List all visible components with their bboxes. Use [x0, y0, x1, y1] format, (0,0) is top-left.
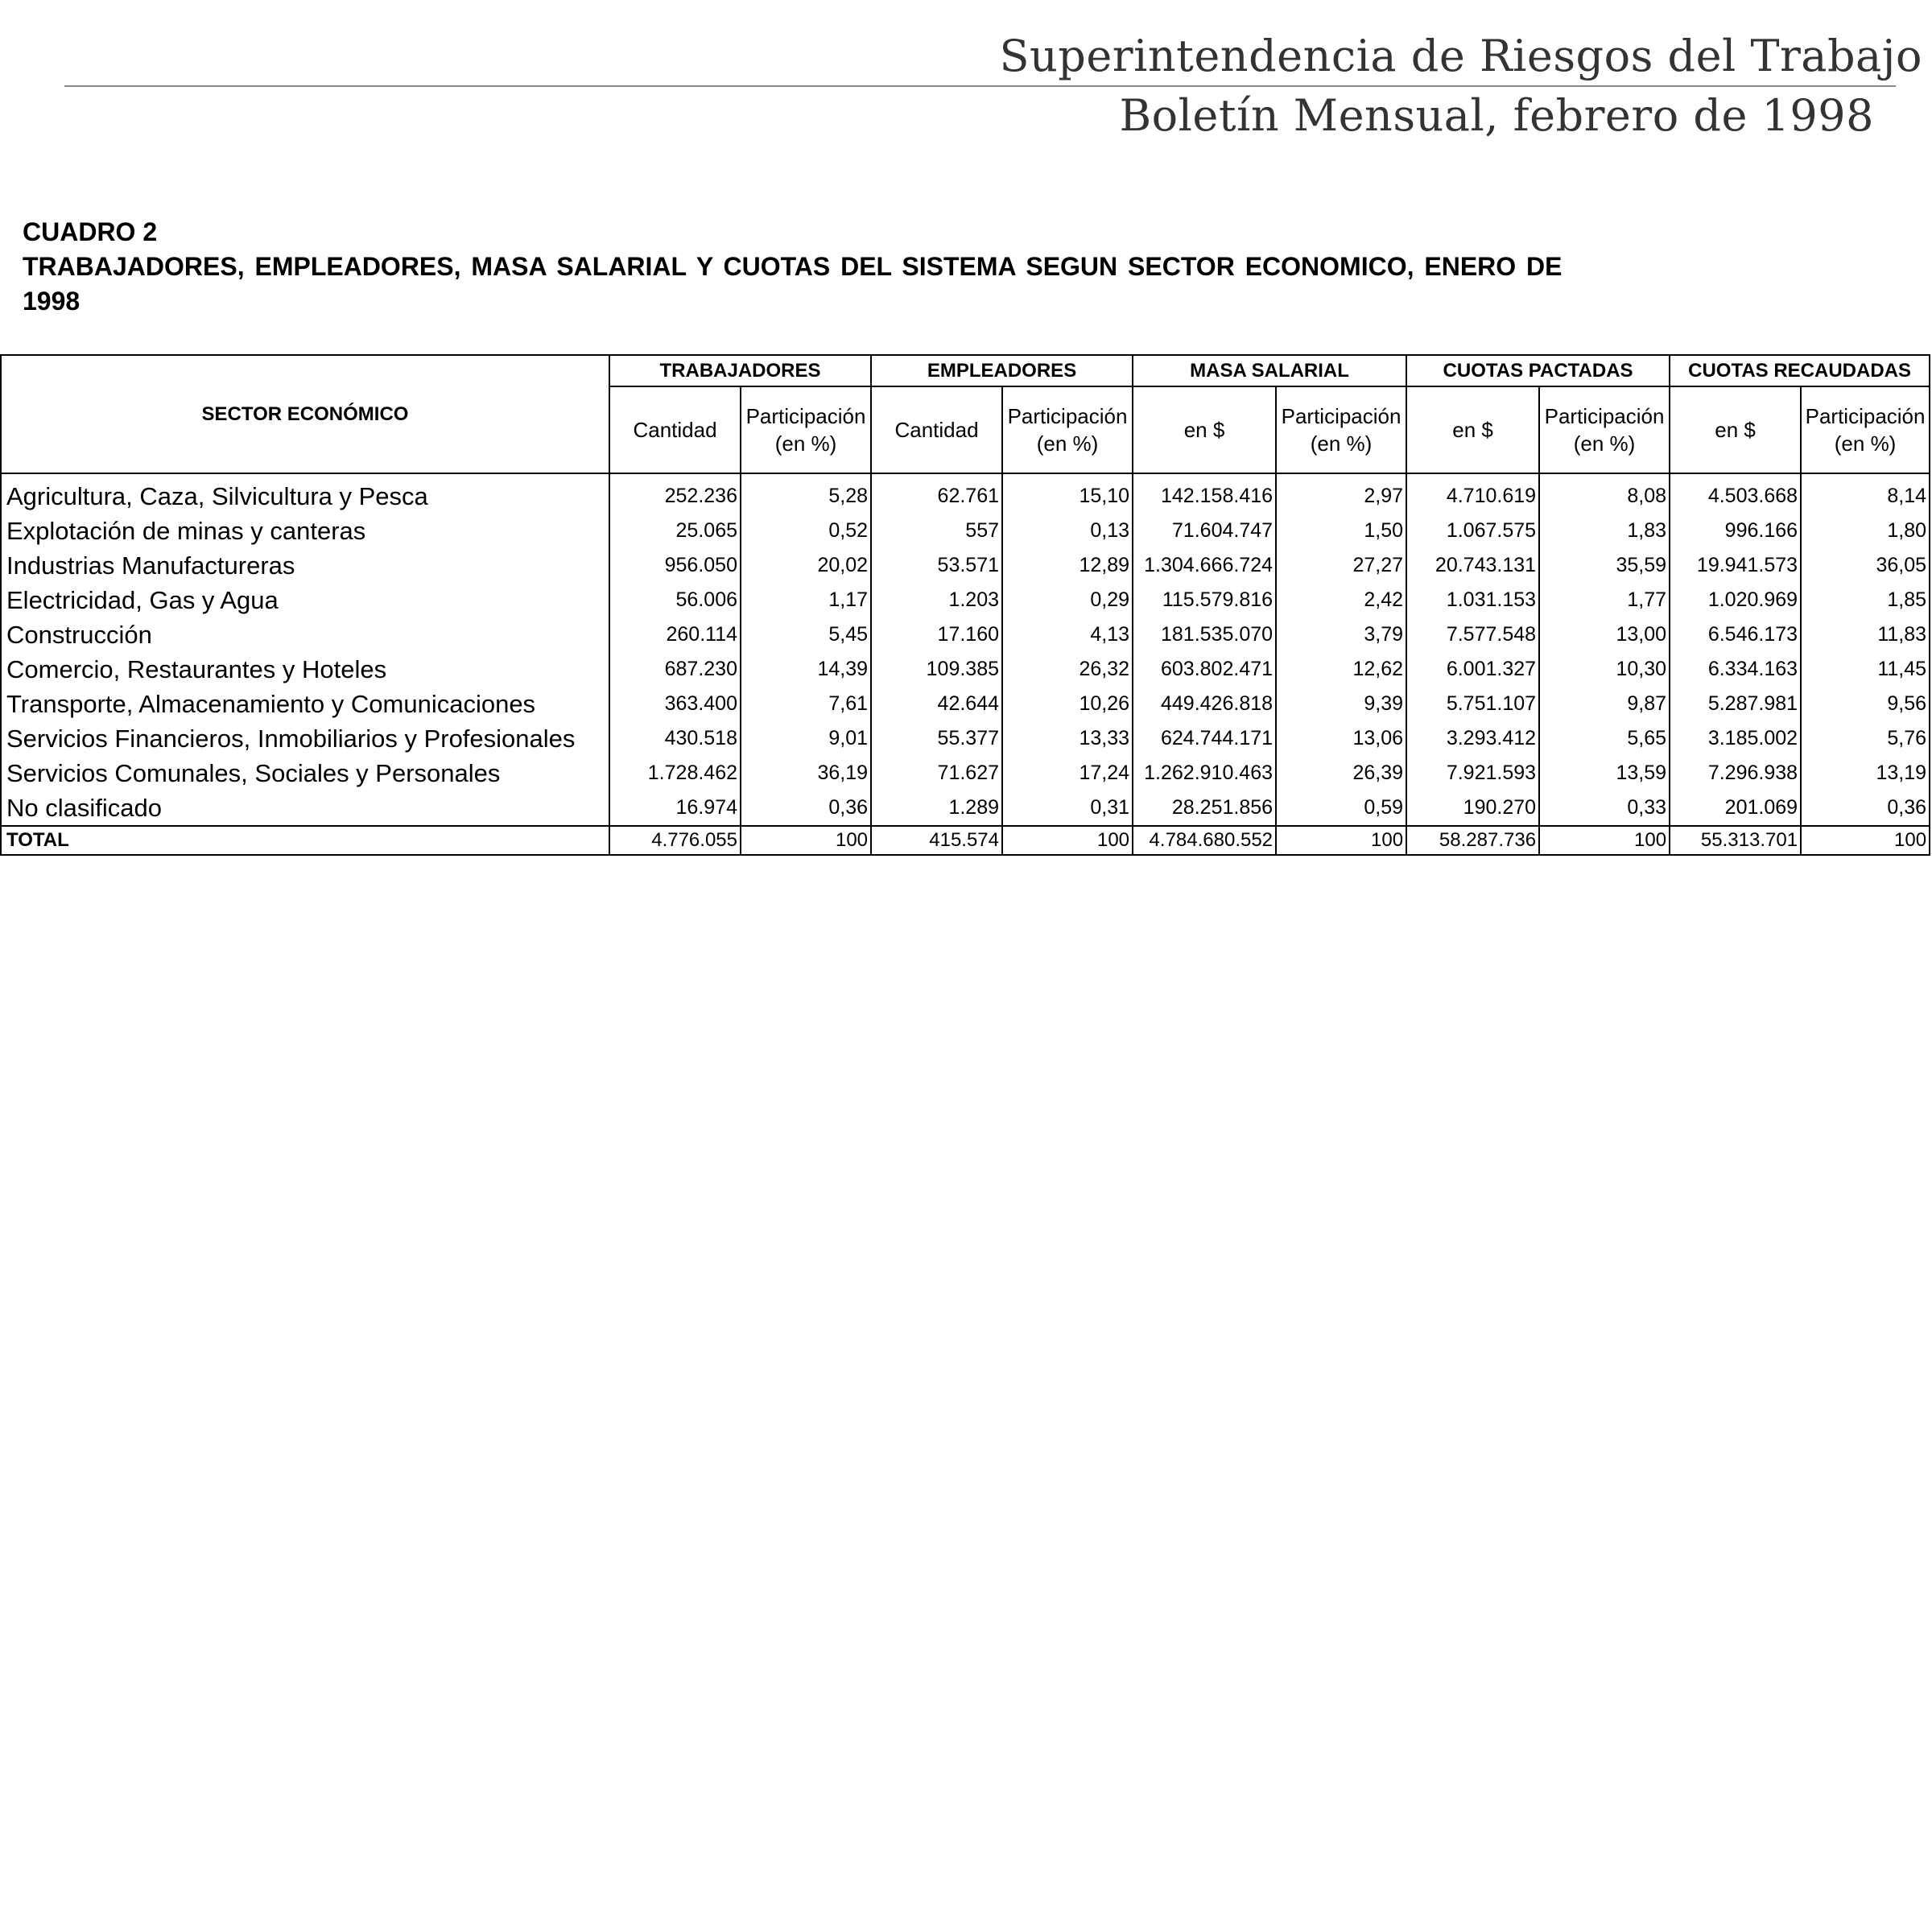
value-cell: 0,31: [1002, 791, 1133, 826]
value-cell: 2,42: [1276, 583, 1406, 617]
value-cell: 13,19: [1801, 756, 1930, 791]
sector-name-cell: No clasificado: [1, 791, 609, 826]
value-cell: 56.006: [609, 583, 741, 617]
value-cell: 5,65: [1539, 721, 1670, 756]
subheader-participacion: [1539, 386, 1670, 473]
value-cell: 1,83: [1539, 514, 1670, 548]
subheader-participacion: [1276, 386, 1406, 473]
group-header: TRABAJADORES: [609, 355, 871, 386]
value-cell: 25.065: [609, 514, 741, 548]
value-cell: 71.604.747: [1133, 514, 1276, 548]
value-cell: 0,33: [1539, 791, 1670, 826]
value-cell: 11,83: [1801, 617, 1930, 652]
table-row: [1, 652, 1930, 687]
value-cell: 1,85: [1801, 583, 1930, 617]
header-org: Superintendencia de Riesgos del Trabajo: [999, 31, 1922, 81]
value-cell: 100: [1276, 826, 1406, 855]
value-cell: 557: [871, 514, 1002, 548]
value-cell: 996.166: [1670, 514, 1801, 548]
sector-name-cell: Explotación de minas y canteras: [1, 514, 609, 548]
value-cell: 20,02: [741, 548, 871, 583]
table-row: [1, 473, 1930, 514]
sector-name-cell: Comercio, Restaurantes y Hoteles: [1, 652, 609, 687]
value-cell: 12,89: [1002, 548, 1133, 583]
subheader-participacion-line1: Participación: [1281, 404, 1402, 428]
value-cell: 1.262.910.463: [1133, 756, 1276, 791]
value-cell: 13,06: [1276, 721, 1406, 756]
value-cell: 0,29: [1002, 583, 1133, 617]
value-cell: 7.577.548: [1406, 617, 1539, 652]
value-cell: 16.974: [609, 791, 741, 826]
subheader-participacion-line2: (en %): [774, 431, 837, 456]
value-cell: 260.114: [609, 617, 741, 652]
table-row: [1, 583, 1930, 617]
value-cell: 10,30: [1539, 652, 1670, 687]
value-cell: 9,01: [741, 721, 871, 756]
group-header: CUOTAS PACTADAS: [1406, 355, 1670, 386]
value-cell: 430.518: [609, 721, 741, 756]
value-cell: 6.334.163: [1670, 652, 1801, 687]
value-cell: 13,59: [1539, 756, 1670, 791]
table-number: CUADRO 2: [23, 217, 158, 246]
value-cell: 10,26: [1002, 687, 1133, 721]
value-cell: 1,77: [1539, 583, 1670, 617]
value-cell: 0,36: [741, 791, 871, 826]
value-cell: 8,14: [1801, 473, 1930, 514]
value-cell: 55.313.701: [1670, 826, 1801, 855]
value-cell: 1,80: [1801, 514, 1930, 548]
subheader-participacion-line2: (en %): [1036, 431, 1099, 456]
value-cell: 3.293.412: [1406, 721, 1539, 756]
table-row: [1, 617, 1930, 652]
value-cell: 6.001.327: [1406, 652, 1539, 687]
value-cell: 3.185.002: [1670, 721, 1801, 756]
subheader-participacion-line1: Participación: [745, 404, 866, 428]
sector-name-cell: Electricidad, Gas y Agua: [1, 583, 609, 617]
value-cell: 26,32: [1002, 652, 1133, 687]
subheader-participacion: [1002, 386, 1133, 473]
value-cell: 449.426.818: [1133, 687, 1276, 721]
value-cell: 4,13: [1002, 617, 1133, 652]
value-cell: 3,79: [1276, 617, 1406, 652]
value-cell: 5,45: [741, 617, 871, 652]
value-cell: 13,33: [1002, 721, 1133, 756]
value-cell: 9,39: [1276, 687, 1406, 721]
value-cell: 100: [1002, 826, 1133, 855]
value-cell: 1.289: [871, 791, 1002, 826]
subheader-participacion-line1: Participación: [1007, 404, 1128, 428]
value-cell: 28.251.856: [1133, 791, 1276, 826]
value-cell: 55.377: [871, 721, 1002, 756]
value-cell: 9,56: [1801, 687, 1930, 721]
value-cell: 100: [1539, 826, 1670, 855]
subheader-participacion-line2: (en %): [1573, 431, 1636, 456]
group-header: EMPLEADORES: [871, 355, 1133, 386]
subheader-cantidad: Cantidad: [609, 386, 741, 473]
table-row: [1, 687, 1930, 721]
value-cell: 0,59: [1276, 791, 1406, 826]
header-divider: [64, 85, 1896, 87]
value-cell: 1.031.153: [1406, 583, 1539, 617]
sector-name-cell: Servicios Comunales, Sociales y Personales: [1, 756, 609, 791]
value-cell: 687.230: [609, 652, 741, 687]
subheader-participacion-line1: Participación: [1805, 404, 1926, 428]
value-cell: 115.579.816: [1133, 583, 1276, 617]
value-cell: 415.574: [871, 826, 1002, 855]
data-table: [0, 354, 1930, 856]
value-cell: 19.941.573: [1670, 548, 1801, 583]
value-cell: 4.710.619: [1406, 473, 1539, 514]
subheader-en-pesos: en $: [1406, 386, 1539, 473]
value-cell: 26,39: [1276, 756, 1406, 791]
value-cell: 17.160: [871, 617, 1002, 652]
subheader-en-pesos: en $: [1133, 386, 1276, 473]
value-cell: 201.069: [1670, 791, 1801, 826]
value-cell: 8,08: [1539, 473, 1670, 514]
subheader-en-pesos: en $: [1670, 386, 1801, 473]
table-row: [1, 514, 1930, 548]
subheader-participacion-line2: (en %): [1310, 431, 1373, 456]
value-cell: 100: [1801, 826, 1930, 855]
value-cell: 4.503.668: [1670, 473, 1801, 514]
value-cell: 190.270: [1406, 791, 1539, 826]
value-cell: 603.802.471: [1133, 652, 1276, 687]
value-cell: 181.535.070: [1133, 617, 1276, 652]
value-cell: 1.020.969: [1670, 583, 1801, 617]
table-body: [1, 473, 1930, 855]
value-cell: 2,97: [1276, 473, 1406, 514]
value-cell: 15,10: [1002, 473, 1133, 514]
value-cell: 27,27: [1276, 548, 1406, 583]
value-cell: 9,87: [1539, 687, 1670, 721]
value-cell: 12,62: [1276, 652, 1406, 687]
value-cell: 7.921.593: [1406, 756, 1539, 791]
value-cell: 0,52: [741, 514, 871, 548]
group-header: MASA SALARIAL: [1133, 355, 1406, 386]
table-row: [1, 791, 1930, 826]
table-row: [1, 756, 1930, 791]
value-cell: 53.571: [871, 548, 1002, 583]
value-cell: 13,00: [1539, 617, 1670, 652]
value-cell: 142.158.416: [1133, 473, 1276, 514]
sector-name-cell: Agricultura, Caza, Silvicultura y Pesca: [1, 473, 609, 514]
total-row: [1, 826, 1930, 855]
value-cell: 14,39: [741, 652, 871, 687]
value-cell: 1.728.462: [609, 756, 741, 791]
sector-name-cell: TOTAL: [1, 826, 609, 855]
sector-name-cell: Construcción: [1, 617, 609, 652]
value-cell: 5.751.107: [1406, 687, 1539, 721]
subheader-participacion: [1801, 386, 1930, 473]
value-cell: 4.776.055: [609, 826, 741, 855]
value-cell: 109.385: [871, 652, 1002, 687]
subheader-cantidad: Cantidad: [871, 386, 1002, 473]
value-cell: 624.744.171: [1133, 721, 1276, 756]
value-cell: 11,45: [1801, 652, 1930, 687]
value-cell: 71.627: [871, 756, 1002, 791]
value-cell: 1,50: [1276, 514, 1406, 548]
table-row: [1, 548, 1930, 583]
value-cell: 36,05: [1801, 548, 1930, 583]
value-cell: 7.296.938: [1670, 756, 1801, 791]
value-cell: 6.546.173: [1670, 617, 1801, 652]
value-cell: 4.784.680.552: [1133, 826, 1276, 855]
value-cell: 5.287.981: [1670, 687, 1801, 721]
subheader-participacion-line2: (en %): [1834, 431, 1897, 456]
sector-name-cell: Industrias Manufactureras: [1, 548, 609, 583]
subheader-participacion-line1: Participación: [1544, 404, 1665, 428]
value-cell: 363.400: [609, 687, 741, 721]
value-cell: 17,24: [1002, 756, 1133, 791]
sector-header: SECTOR ECONÓMICO: [1, 355, 609, 473]
subheader-participacion: [741, 386, 871, 473]
value-cell: 58.287.736: [1406, 826, 1539, 855]
group-header: CUOTAS RECAUDADAS: [1670, 355, 1930, 386]
value-cell: 1.304.666.724: [1133, 548, 1276, 583]
value-cell: 956.050: [609, 548, 741, 583]
value-cell: 0,36: [1801, 791, 1930, 826]
sector-name-cell: Servicios Financieros, Inmobiliarios y Profesionales: [1, 721, 609, 756]
value-cell: 36,19: [741, 756, 871, 791]
value-cell: 100: [741, 826, 871, 855]
value-cell: 5,76: [1801, 721, 1930, 756]
value-cell: 42.644: [871, 687, 1002, 721]
header-bulletin: Boletín Mensual, febrero de 1998: [1119, 90, 1874, 141]
value-cell: 1,17: [741, 583, 871, 617]
value-cell: 0,13: [1002, 514, 1133, 548]
value-cell: 1.067.575: [1406, 514, 1539, 548]
value-cell: 20.743.131: [1406, 548, 1539, 583]
value-cell: 62.761: [871, 473, 1002, 514]
value-cell: 5,28: [741, 473, 871, 514]
value-cell: 7,61: [741, 687, 871, 721]
value-cell: 35,59: [1539, 548, 1670, 583]
table-title: TRABAJADORES, EMPLEADORES, MASA SALARIAL Y CUOTAS DEL SISTEMA SEGUN SECTOR ECONOMICO, ENERO DE 1998: [23, 252, 1563, 316]
value-cell: 252.236: [609, 473, 741, 514]
table-row: [1, 721, 1930, 756]
sector-name-cell: Transporte, Almacenamiento y Comunicaciones: [1, 687, 609, 721]
value-cell: 1.203: [871, 583, 1002, 617]
